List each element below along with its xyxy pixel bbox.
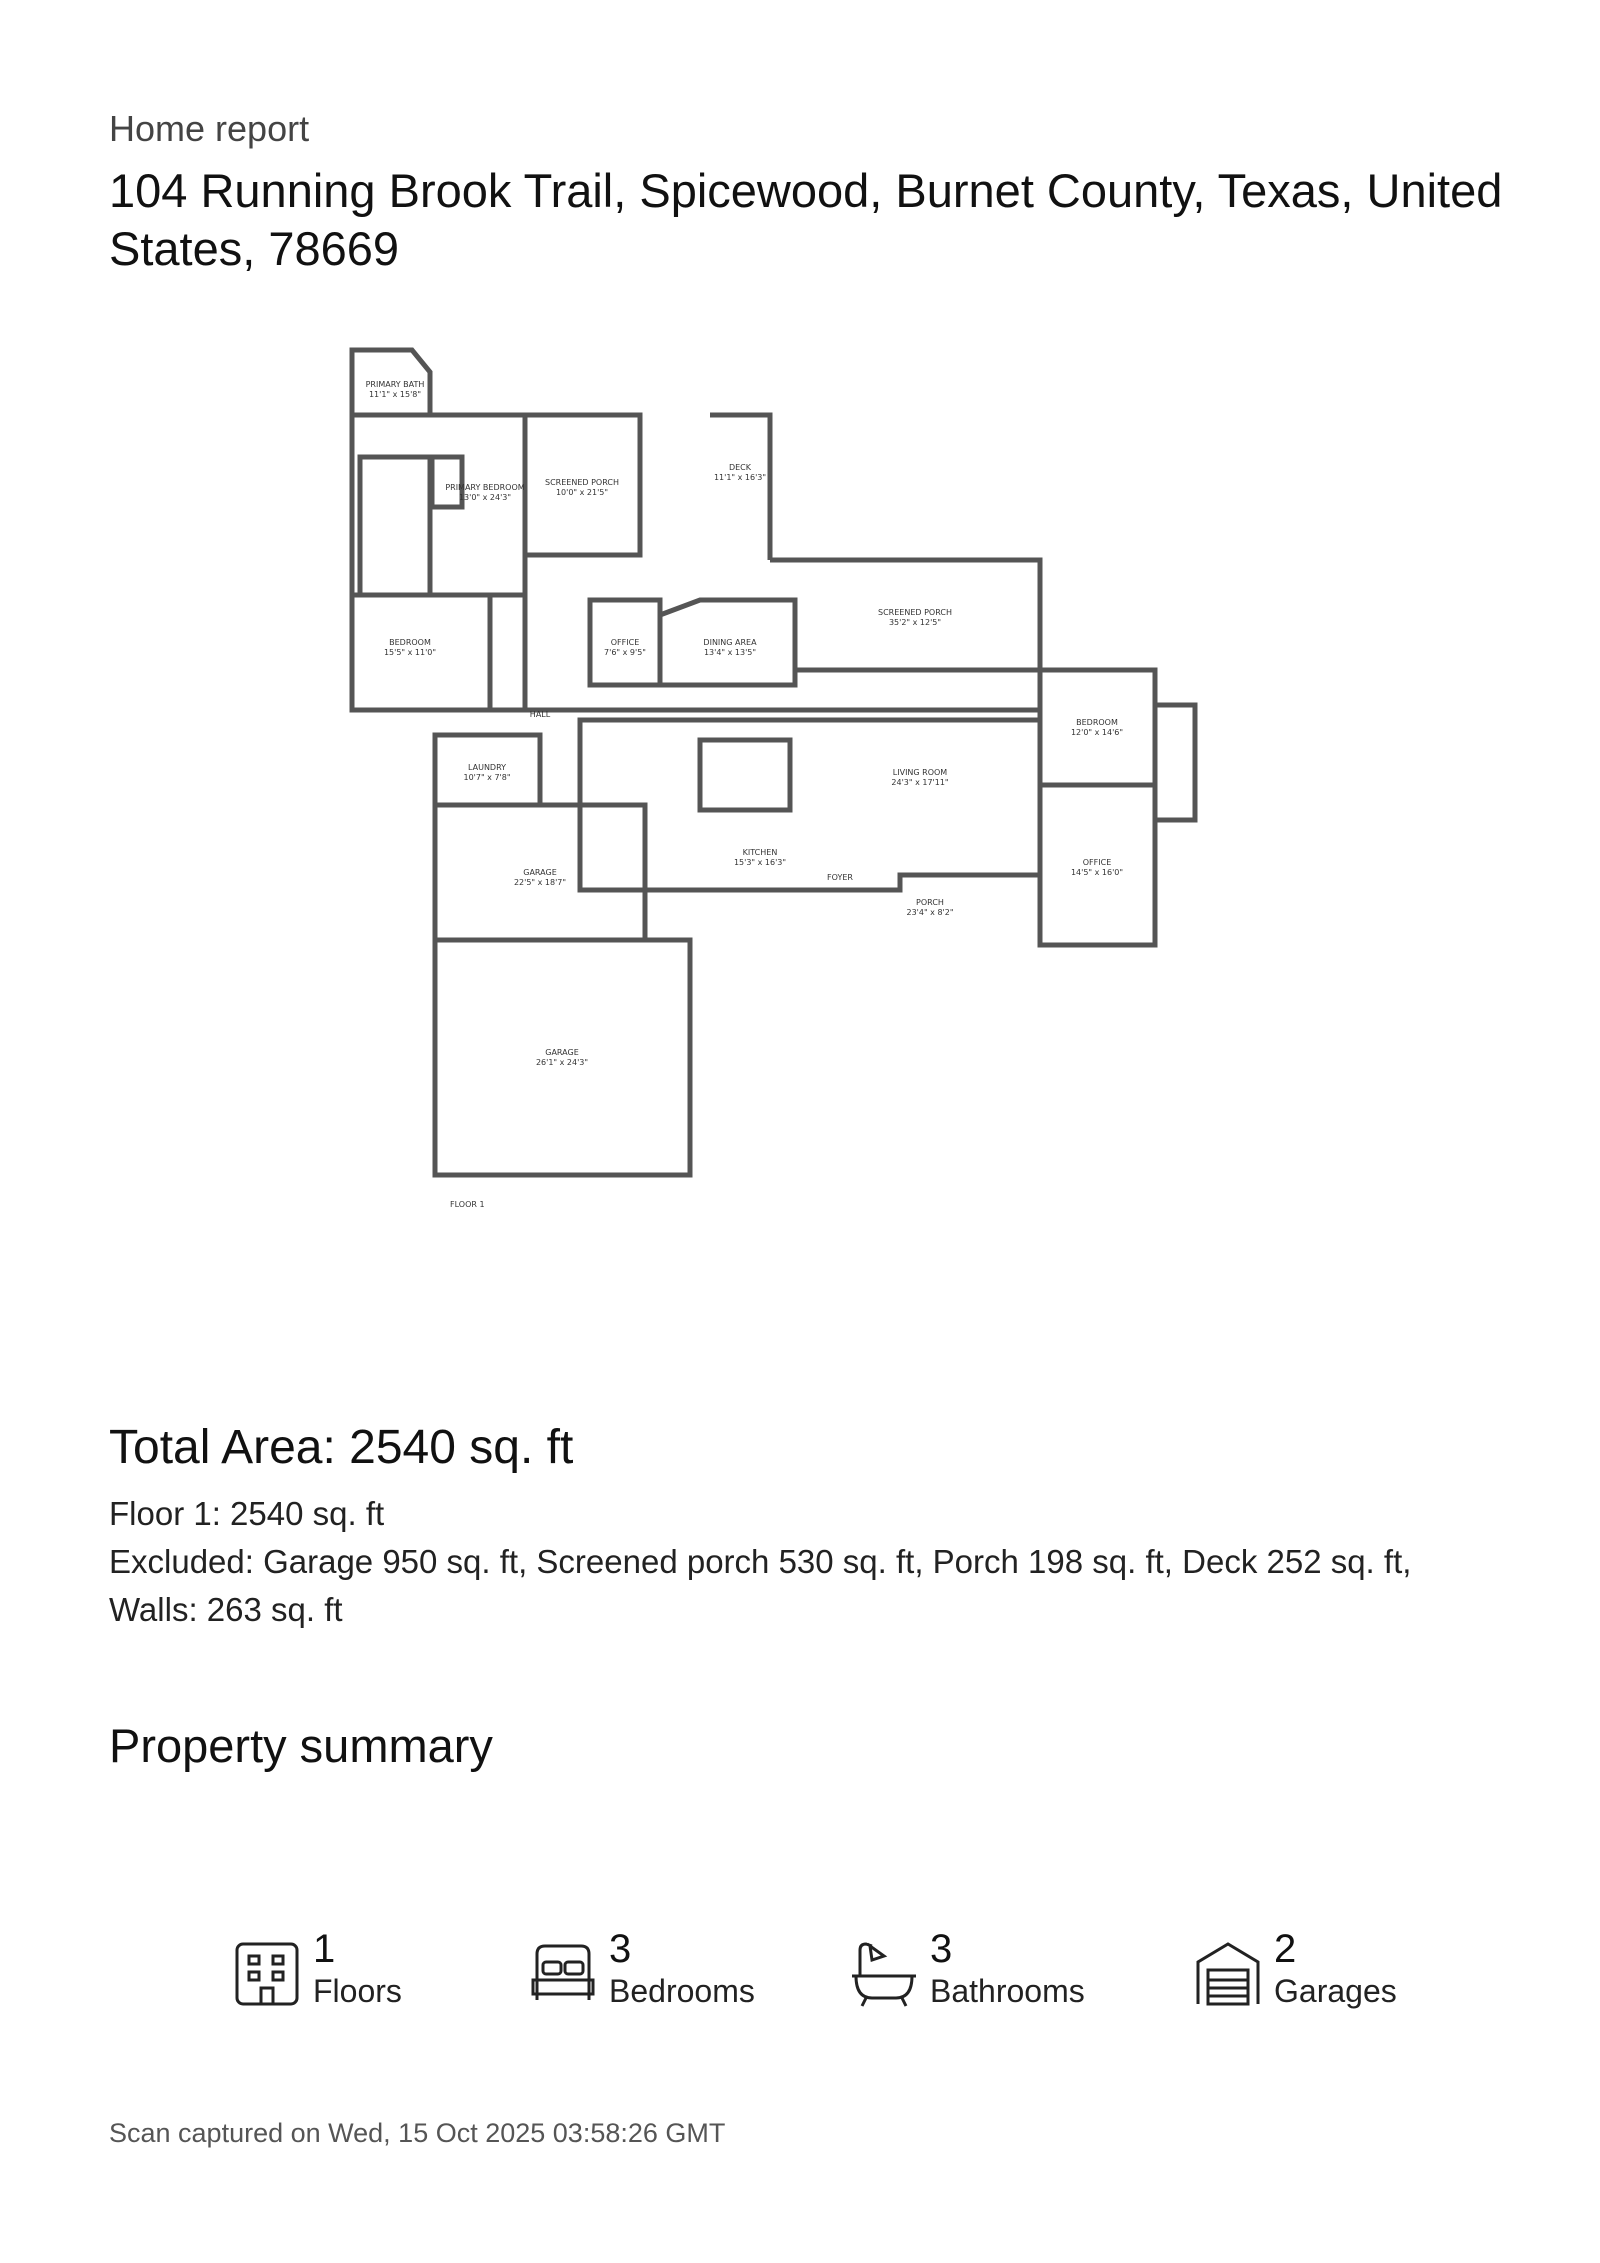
svg-text:15'3" x 16'3": 15'3" x 16'3" <box>733 858 787 867</box>
svg-text:24'3" x 17'11": 24'3" x 17'11" <box>891 778 949 787</box>
walls-area-line: Walls: 263 sq. ft <box>109 1591 343 1628</box>
svg-text:11'1" x 15'8": 11'1" x 15'8" <box>368 390 422 399</box>
svg-text:SCREENED PORCH: SCREENED PORCH <box>545 478 619 487</box>
svg-text:FLOOR 1: FLOOR 1 <box>450 1200 485 1209</box>
svg-text:7'6" x 9'5": 7'6" x 9'5" <box>604 648 646 657</box>
svg-text:26'1" x 24'3": 26'1" x 24'3" <box>535 1058 589 1067</box>
floor-area-line: Floor 1: 2540 sq. ft <box>109 1495 385 1532</box>
svg-text:GARAGE: GARAGE <box>545 1048 579 1057</box>
svg-text:14'5" x 16'0": 14'5" x 16'0" <box>1070 868 1124 877</box>
svg-text:12'0" x 14'6": 12'0" x 14'6" <box>1070 728 1124 737</box>
svg-text:11'1" x 16'3": 11'1" x 16'3" <box>713 473 767 482</box>
svg-text:LIVING ROOM: LIVING ROOM <box>892 768 948 777</box>
svg-text:HALL: HALL <box>529 710 551 719</box>
svg-text:BEDROOM: BEDROOM <box>389 638 431 647</box>
bathtub-icon <box>850 1940 918 2008</box>
bathrooms-label: Bathrooms <box>930 1973 1085 2009</box>
svg-text:PORCH: PORCH <box>916 898 944 907</box>
svg-text:DECK: DECK <box>728 463 752 472</box>
total-area-heading: Total Area: 2540 sq. ft <box>109 1421 574 1474</box>
svg-text:13'4" x 13'5": 13'4" x 13'5" <box>703 648 757 657</box>
floor-plan-drawing <box>340 345 1240 1225</box>
scan-timestamp: Scan captured on Wed, 15 Oct 2025 03:58:26 GMT <box>109 2118 726 2148</box>
building-icon <box>233 1940 301 2008</box>
svg-text:FOYER: FOYER <box>827 873 853 882</box>
garages-count: 2 <box>1274 1927 1297 1971</box>
svg-text:OFFICE: OFFICE <box>1082 858 1112 867</box>
svg-text:PRIMARY BEDROOM: PRIMARY BEDROOM <box>445 483 525 492</box>
svg-text:15'5" x 11'0": 15'5" x 11'0" <box>383 648 437 657</box>
svg-text:KITCHEN: KITCHEN <box>742 848 778 857</box>
svg-text:OFFICE: OFFICE <box>610 638 640 647</box>
property-stats <box>0 1927 1600 2012</box>
svg-text:22'5" x 18'7": 22'5" x 18'7" <box>513 878 567 887</box>
property-summary-heading: Property summary <box>109 1719 493 1772</box>
svg-text:DINING AREA: DINING AREA <box>703 638 757 647</box>
floor-plan <box>340 345 1240 1225</box>
garages-label: Garages <box>1274 1973 1397 2009</box>
bedrooms-count: 3 <box>609 1927 632 1971</box>
report-eyebrow: Home report <box>109 108 310 149</box>
garage-icon <box>1194 1940 1262 2008</box>
floors-label: Floors <box>313 1973 402 2009</box>
svg-text:LAUNDRY: LAUNDRY <box>467 763 507 772</box>
svg-text:10'0" x 21'5": 10'0" x 21'5" <box>555 488 609 497</box>
svg-text:GARAGE: GARAGE <box>523 868 557 877</box>
property-address: 104 Running Brook Trail, Spicewood, Burnet County, Texas, United States, 78669 <box>109 164 1503 275</box>
svg-text:BEDROOM: BEDROOM <box>1076 718 1118 727</box>
floors-count: 1 <box>313 1927 336 1971</box>
svg-text:13'0" x 24'3": 13'0" x 24'3" <box>458 493 512 502</box>
svg-text:SCREENED PORCH: SCREENED PORCH <box>878 608 952 617</box>
svg-text:PRIMARY BATH: PRIMARY BATH <box>365 380 425 389</box>
svg-text:23'4" x 8'2": 23'4" x 8'2" <box>906 908 954 917</box>
svg-text:35'2" x 12'5": 35'2" x 12'5" <box>888 618 942 627</box>
bedrooms-label: Bedrooms <box>609 1973 755 2009</box>
bathrooms-count: 3 <box>930 1927 953 1971</box>
svg-text:10'7" x 7'8": 10'7" x 7'8" <box>463 773 511 782</box>
excluded-area-line: Excluded: Garage 950 sq. ft, Screened porch 530 sq. ft, Porch 198 sq. ft, Deck 252 sq. ft, <box>109 1543 1412 1580</box>
bed-icon <box>529 1940 597 2008</box>
